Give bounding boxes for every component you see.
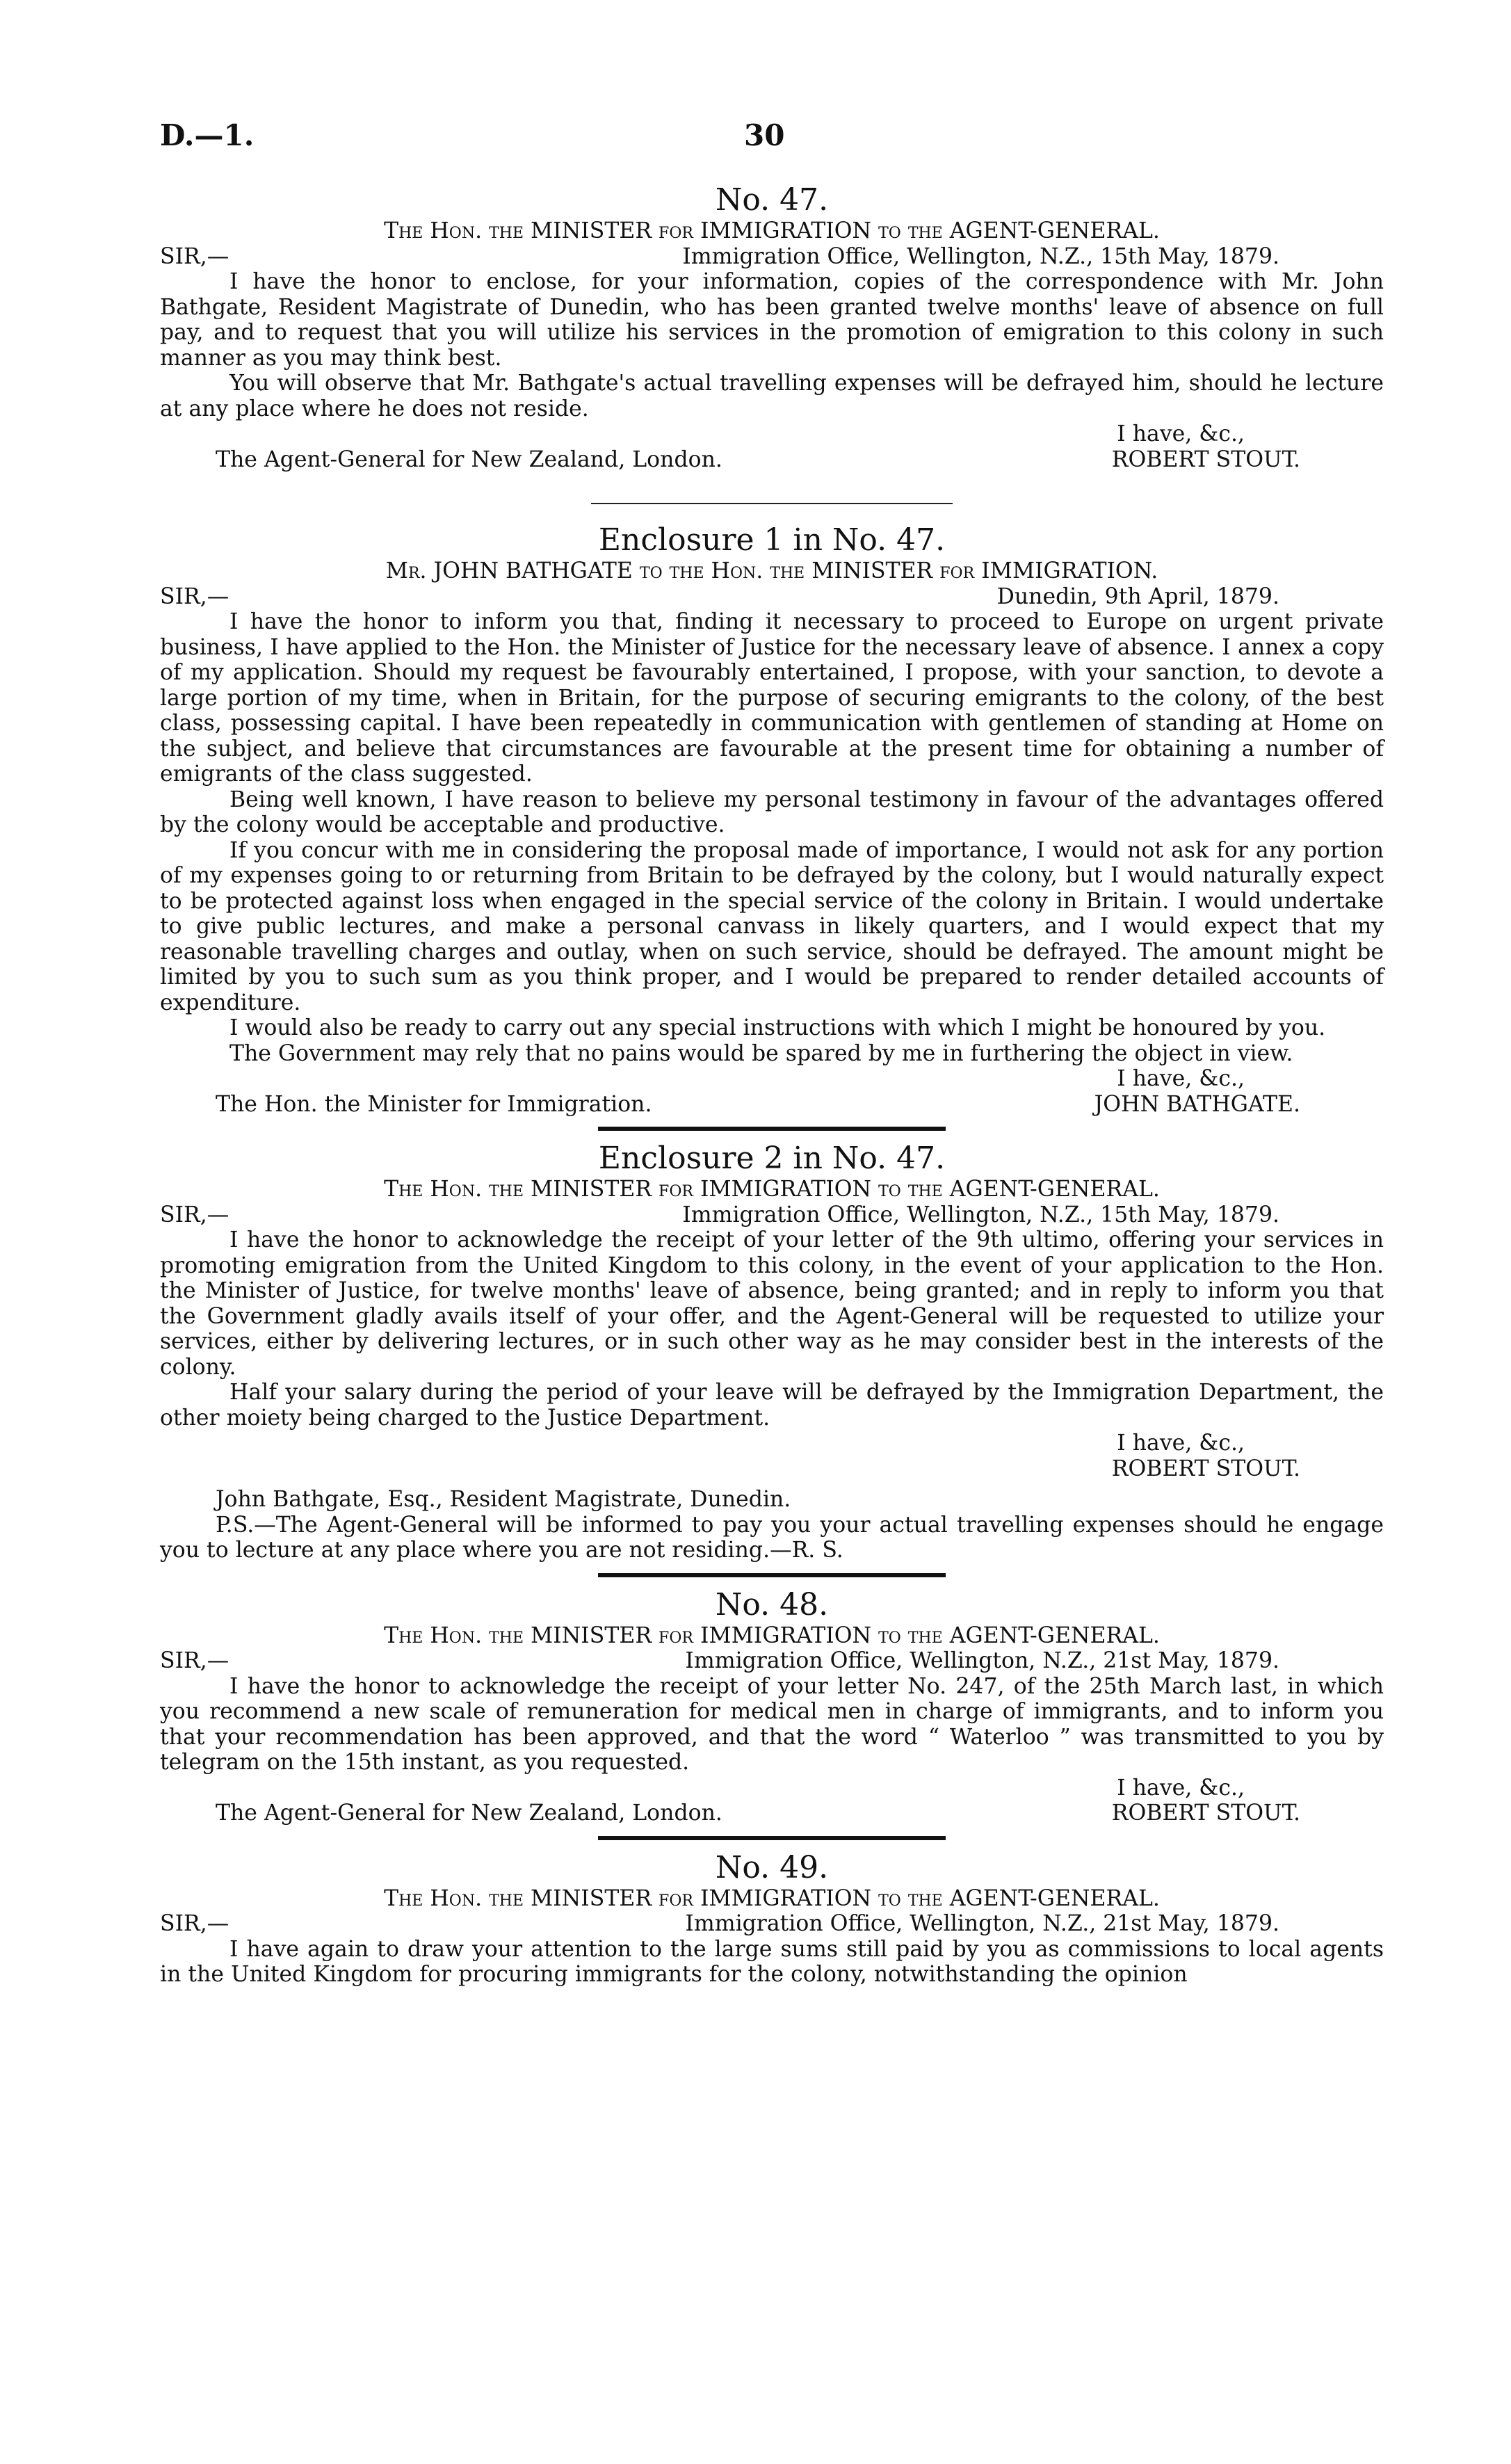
signature-row [160,447,1384,473]
enclosure-2 [160,1141,1384,1563]
page-header [160,118,1384,160]
place-date: Immigration Office, Wellington, N.Z., 21st May, 1879. [685,1911,1279,1936]
paragraph: The Government may rely that no pains would be spared by me in furthering the object in view. [229,1040,1293,1066]
signature: ROBERT STOUT. [1111,1801,1300,1826]
salutation: SIR,— [160,243,229,269]
salutation: SIR,— [160,583,229,609]
closing: I have, &c., [1117,1066,1245,1091]
letter-title: The Hon. the MINISTER for IMMIGRATION to the AGENT-GENERAL. [384,1885,1160,1911]
letter-heading: No. 47. [715,182,829,218]
section-divider [598,1836,946,1840]
salutation-line [160,584,1384,610]
salutation: SIR,— [160,1202,229,1227]
postscript: P.S.—The Agent-General will be informed to pay you your actual travelling expenses should he engage you to lecture at any place where you are not residing.—R. S. [160,1512,1384,1563]
closing: I have, &c., [1117,1775,1245,1801]
letter-title: The Hon. the MINISTER for IMMIGRATION to the AGENT-GENERAL. [384,218,1160,243]
paragraph: I have the honor to enclose, for your information, copies of the correspondence with Mr. John Bathgate, Resident Magistrate of Dunedin, who has been granted twelve months' leave of absence on full pay, and to request that you will utilize his services in the promotion of emigration to this colony in such manner as you may think best. [160,269,1384,371]
salutation-line [160,1911,1384,1937]
page-content [160,182,1384,1988]
enclosure-1 [160,522,1384,1117]
addressee: The Agent-General for New Zealand, London. [216,1801,722,1826]
letter-no-47 [160,182,1384,472]
addressee: The Agent-General for New Zealand, London. [216,446,722,472]
letter-no-49 [160,1850,1384,1988]
letter-title: The Hon. the MINISTER for IMMIGRATION to the AGENT-GENERAL. [384,1177,1160,1202]
place-date: Immigration Office, Wellington, N.Z., 21st May, 1879. [685,1648,1279,1673]
paragraph: Being well known, I have reason to believe my personal testimony in favour of the advantages offered by the colony would be acceptable and productive. [160,787,1384,837]
section-divider [591,503,953,504]
salutation: SIR,— [160,1911,229,1936]
salutation-line [160,1648,1384,1674]
letter-heading: No. 48. [715,1586,829,1622]
paragraph: I have the honor to acknowledge the receipt of your letter of the 9th ultimo, offering your services in promoting emigration from the United Kingdom to this colony, in the event of your application to the Hon. the Minister of Justice, for twelve months' leave of absence, being granted; and in reply to inform you that the Government gladly avails itself of your offer, and the Agent-General will be requested to utilize your services, either by delivering lectures, or in such other way as he may consider best in the interests of the colony. [160,1227,1384,1380]
enclosure-heading: Enclosure 1 in No. 47. [598,522,946,558]
place-date: Immigration Office, Wellington, N.Z., 15th May, 1879. [682,1202,1279,1227]
section-divider [598,1127,946,1131]
closing: I have, &c., [1117,1431,1245,1456]
paragraph: Half your salary during the period of your leave will be defrayed by the Immigration Department, the other moiety being charged to the Justice Department. [160,1380,1384,1431]
place-date: Dunedin, 9th April, 1879. [996,583,1279,609]
section-divider [598,1573,946,1577]
letter-heading: No. 49. [715,1849,829,1885]
signature: JOHN BATHGATE. [1094,1091,1300,1117]
salutation: SIR,— [160,1648,229,1673]
paragraph: I have the honor to inform you that, finding it necessary to proceed to Europe on urgent private business, I have applied to the Hon. the Minister of Justice for the necessary leave of absence. I annex a copy of my application. Should my request be favourably entertained, I propose, with your sanction, to devote a large portion of my time, when in Britain, for the purpose of securing emigrants to the colony, of the best class, possessing capital. I have been repeatedly in communication with gentlemen of standing at Home on the subject, and believe that circumstances are favourable at the present time for obtaining a number of emigrants of the class suggested. [160,609,1384,787]
signature: ROBERT STOUT. [1111,1456,1300,1481]
addressee: John Bathgate, Esq., Resident Magistrate, Dunedin. [216,1487,791,1512]
letter-title: Mr. JOHN BATHGATE to the Hon. the MINISTER for IMMIGRATION. [385,558,1158,583]
salutation-line [160,1202,1384,1228]
place-date: Immigration Office, Wellington, N.Z., 15th May, 1879. [682,243,1279,269]
paragraph: I have the honor to acknowledge the receipt of your letter No. 247, of the 25th March last, in which you recommend a new scale of remuneration for medical men in charge of immigrants, and to inform you that your recommendation has been approved, and that the word “ Waterloo ” was transmitted to you by telegram on the 15th instant, as you requested. [160,1673,1384,1775]
letter-no-48 [160,1587,1384,1826]
paragraph: I would also be ready to carry out any special instructions with which I might be honoured by you. [229,1015,1326,1040]
document-code: D.—1. [160,118,254,152]
signature-row [160,1092,1384,1118]
signature-row [160,1801,1384,1826]
closing: I have, &c., [1117,421,1245,446]
paragraph: I have again to draw your attention to the large sums still paid by you as commissions to local agents in the United Kingdom for procuring immigrants for the colony, notwithstanding the opinion [160,1936,1384,1987]
paragraph: You will observe that Mr. Bathgate's actual travelling expenses will be defrayed him, should he lecture at any place where he does not reside. [160,371,1384,421]
salutation-line [160,244,1384,270]
paragraph: If you concur with me in considering the proposal made of importance, I would not ask for any portion of my expenses going to or returning from Britain to be defrayed by the colony, but I would naturally expect to be protected against loss when engaged in the special service of the colony in Britain. I would undertake to give public lectures, and make a personal canvass in likely quarters, and I would expect that my reasonable travelling charges and outlay, when on such service, should be defrayed. The amount might be limited by you to such sum as you think proper, and I would be prepared to render detailed accounts of expenditure. [160,837,1384,1015]
letter-title: The Hon. the MINISTER for IMMIGRATION to the AGENT-GENERAL. [384,1622,1160,1648]
page-number: 30 [744,118,785,152]
signature: ROBERT STOUT. [1111,446,1300,472]
addressee: The Hon. the Minister for Immigration. [216,1091,652,1117]
enclosure-heading: Enclosure 2 in No. 47. [598,1141,946,1176]
